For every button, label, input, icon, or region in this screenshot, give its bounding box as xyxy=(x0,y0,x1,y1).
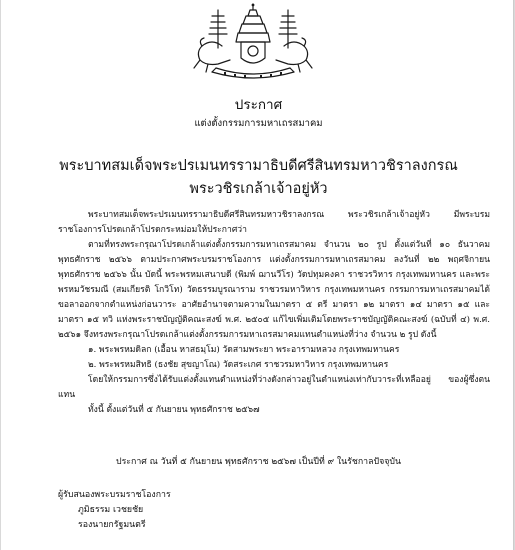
effective-date-line: ทั้งนี้ ตั้งแต่วันที่ ๕ กันยายน พุทธศักราช ๒๕๖๗ xyxy=(88,405,260,415)
announcement-date-line: ประกาศ ณ วันที่ ๕ กันยายน พุทธศักราช ๒๕๖๗ เป็นปีที่ ๙ ในรัชกาลปัจจุบัน xyxy=(116,457,401,467)
announcement-title: ประกาศ xyxy=(234,97,283,113)
page-border xyxy=(513,0,514,550)
countersign-position: รองนายกรัฐมนตรี xyxy=(78,520,146,530)
royal-emblem-icon xyxy=(178,2,328,88)
body-paragraph-3: โดยให้กรรมการซึ่งได้รับแต่งตั้งแทนตำแหน่งที่ว่างดังกล่าวอยู่ในตำแหน่งเท่ากับวาระที่เหลืออยู่ ของผู้ซึ่งตนแทน xyxy=(58,375,490,400)
royal-title-line-1: พระบาทสมเด็จพระปรเมนทรรามาธิบดีศรีสินทรมหาวชิราลงกรณ xyxy=(59,158,458,174)
countersign-label: ผู้รับสนองพระบรมราชโองการ xyxy=(58,490,171,500)
body-paragraph-2: ตามที่ทรงพระกรุณาโปรดเกล้าแต่งตั้งกรรมการมหาเถรสมาคม จำนวน ๒๐ รูป ตั้งแต่วันที่ ๑๐ ธันวาคม พุทธศักราช ๒๕๖๖ ตามประกาศพระบรมราชโองการ แต่งตั้งกรรมการมหาเถรสมาคม ลงวันที่ ๒๒ พฤศจิกายน พุทธศักราช ๒๕๖๖ นั้น บัดนี้ พระพรหมเสนาบดี (พิมพ์ ฌานวีโร) วัดปทุมคงคา ราชวรวิหาร กรุงเทพมหานคร และพระพรหมวัชรมณี (สมเกียรติ โกวิโท) วัดธรรมบูรณาราม ราชวรมหาวิหาร กรุงเทพมหานคร กรรมการมหาเถรสมาคมได้ขอลาออกจากตำแหน่งก่อนวาระ อาศัยอำนาจตามความในมาตรา ๕ ตรี มาตรา ๑๒ มาตรา ๑๔ มาตรา ๑๕ และมาตรา ๑๕ ทวิ แห่งพระราชบัญญัติคณะสงฆ์ พ.ศ. ๒๕๐๕ แก้ไขเพิ่มเติมโดยพระราชบัญญัติคณะสงฆ์ (ฉบับที่ ๔) พ.ศ. ๒๕๖๑ จึงทรงพระกรุณาโปรดเกล้าแต่งตั้งกรรมการมหาเถรสมาคมแทนตำแหน่งที่ว่าง จำนวน ๒ รูป ดังนี้ xyxy=(58,240,490,340)
countersign-name: ภูมิธรรม เวชยชัย xyxy=(78,505,144,515)
announcement-subtitle: แต่งตั้งกรรมการมหาเถรสมาคม xyxy=(194,118,323,129)
body-paragraph-1: พระบาทสมเด็จพระปรเมนทรรามาธิบดีศรีสินทรมหาวชิราลงกรณ พระวชิรเกล้าเจ้าอยู่หัว มีพระบรมราชโองการโปรดเกล้าโปรดกระหม่อมให้ประกาศว่า xyxy=(58,210,490,235)
announcement-body xyxy=(58,208,490,418)
countersign-block xyxy=(58,488,171,533)
royal-title-line-2: พระวชิรเกล้าเจ้าอยู่หัว xyxy=(189,181,328,197)
appointee-item-1: ๑. พระพรหมดิลก (เอื้อน หาสธมฺโม) วัดสามพระยา พระอารามหลวง กรุงเทพมหานคร xyxy=(88,345,400,355)
appointee-item-2: ๒. พระพรหมสิทธิ (ธงชัย สุขญาโณ) วัดสระเกศ ราชวรมหาวิหาร กรุงเทพมหานคร xyxy=(88,360,389,370)
